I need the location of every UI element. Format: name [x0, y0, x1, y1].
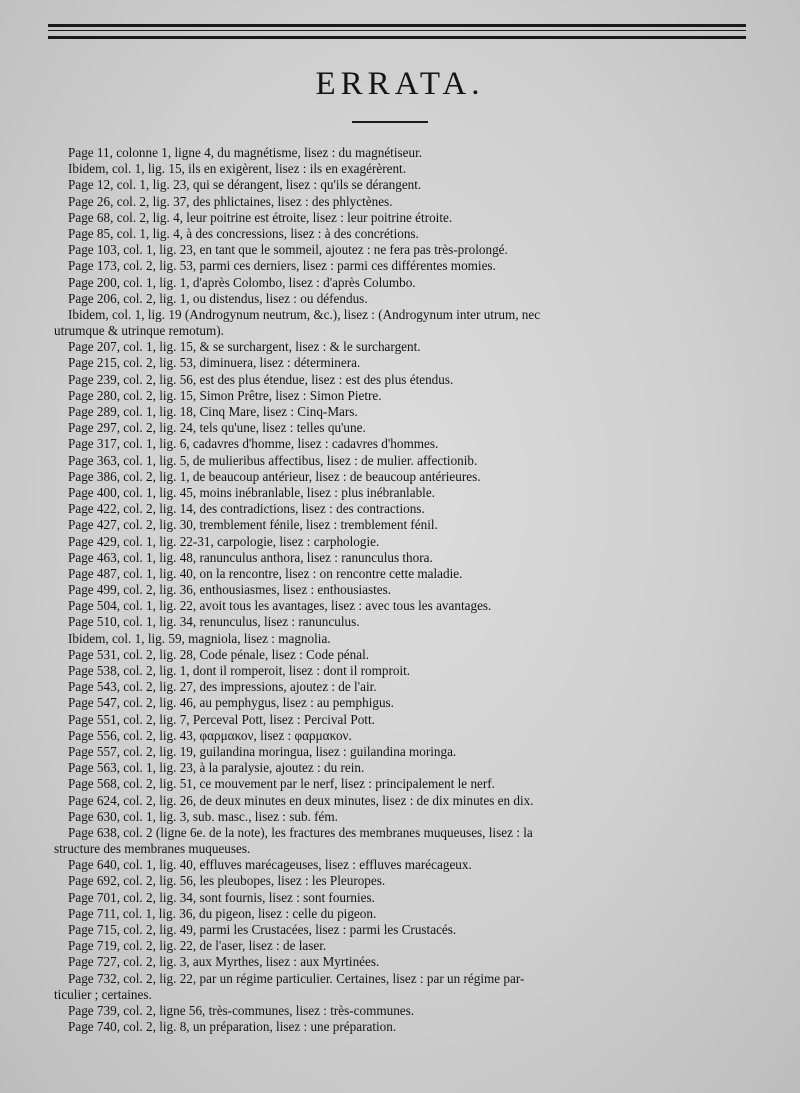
errata-entry: Page 317, col. 1, lig. 6, cadavres d'homme, lisez : cadavres d'hommes. [68, 436, 439, 452]
errata-entry: Page 200, col. 1, lig. 1, d'après Colombo, lisez : d'après Columbo. [68, 274, 416, 290]
errata-entry: Page 692, col. 2, lig. 56, les pleubopes, lisez : les Pleuropes. [68, 873, 386, 889]
errata-entry: Page 103, col. 1, lig. 23, en tant que le sommeil, ajoutez : ne fera pas très-prolongé. [68, 242, 508, 258]
errata-entry: Page 563, col. 1, lig. 23, à la paralysie, ajoutez : du rein. [68, 760, 365, 776]
errata-entry: Page 568, col. 2, lig. 51, ce mouvement par le nerf, lisez : principalement le nerf. [68, 776, 495, 792]
errata-entry: Page 206, col. 2, lig. 1, ou distendus, lisez : ou défendus. [68, 290, 368, 306]
errata-entry: Page 701, col. 2, lig. 34, sont fournis, lisez : sont fournies. [68, 889, 375, 905]
errata-entry: utrumque & utrinque remotum). [54, 323, 224, 339]
errata-entry: Page 487, col. 1, lig. 40, on la rencontre, lisez : on rencontre cette maladie. [68, 565, 463, 581]
errata-entry: Page 510, col. 1, lig. 34, renunculus, lisez : ranunculus. [68, 614, 360, 630]
errata-entry: Page 727, col. 2, lig. 3, aux Myrthes, lisez : aux Myrtinées. [68, 954, 380, 970]
errata-entry: Ibidem, col. 1, lig. 59, magniola, lisez : magnolia. [68, 630, 331, 646]
errata-entry: Page 638, col. 2 (ligne 6e. de la note), les fractures des membranes muqueuses, lisez : la [68, 824, 533, 840]
errata-entry: Page 11, colonne 1, ligne 4, du magnétisme, lisez : du magnétiseur. [68, 145, 423, 160]
errata-entry: Page 239, col. 2, lig. 56, est des plus étendue, lisez : est des plus étendus. [68, 371, 454, 387]
errata-entry: Page 538, col. 2, lig. 1, dont il romperoit, lisez : dont il romproit. [68, 663, 411, 678]
errata-entry: Page 386, col. 2, lig. 1, de beaucoup antérieur, lisez : de beaucoup antérieures. [68, 468, 481, 484]
errata-entry: Page 504, col. 1, lig. 22, avoit tous les avantages, lisez : avec tous les avantages. [68, 598, 492, 614]
errata-entry: Page 12, col. 1, lig. 23, qui se dérangent, lisez : qu'ils se dérangent. [68, 177, 422, 193]
top-thin-rule [48, 30, 746, 31]
errata-entry: Page 499, col. 2, lig. 36, enthousiasmes, lisez : enthousiastes. [68, 582, 392, 598]
errata-entry: Page 556, col. 2, lig. 43, φαρμακον, lisez : φαρμακον. [68, 727, 352, 743]
errata-entry: Page 422, col. 2, lig. 14, des contradictions, lisez : des contractions. [68, 501, 425, 517]
errata-entry: Page 400, col. 1, lig. 45, moins inébranlable, lisez : plus inébranlable. [68, 484, 435, 500]
errata-entry: Page 531, col. 2, lig. 28, Code pénale, lisez : Code pénal. [68, 646, 370, 662]
errata-entry: Page 85, col. 1, lig. 4, à des concressions, lisez : à des concrétions. [68, 225, 419, 241]
errata-entry: Page 740, col. 2, lig. 8, un préparation, lisez : une préparation. [68, 1019, 397, 1035]
errata-entry: ticulier ; certaines. [54, 986, 152, 1002]
top-double-rule-lower [48, 36, 746, 39]
errata-entry: Page 715, col. 2, lig. 49, parmi les Crustacées, lisez : parmi les Crustacés. [68, 922, 457, 937]
errata-entry: Page 624, col. 2, lig. 26, de deux minutes en deux minutes, lisez : de dix minutes en dix. [68, 792, 534, 808]
errata-entry: Page 297, col. 2, lig. 24, tels qu'une, lisez : telles qu'une. [68, 420, 366, 436]
errata-entry: Page 719, col. 2, lig. 22, de l'aser, lisez : de laser. [68, 938, 327, 954]
errata-entry: Page 732, col. 2, lig. 22, par un régime particulier. Certaines, lisez : par un régime par- [68, 970, 525, 986]
errata-entry: structure des membranes muqueuses. [54, 841, 251, 857]
errata-entry: Page 551, col. 2, lig. 7, Perceval Pott, lisez : Percival Pott. [68, 711, 375, 727]
errata-entry: Page 215, col. 2, lig. 53, diminuera, lisez : déterminera. [68, 355, 361, 371]
errata-entry: Page 630, col. 1, lig. 3, sub. masc., lisez : sub. fém. [68, 808, 338, 824]
errata-entry: Page 463, col. 1, lig. 48, ranunculus anthora, lisez : ranunculus thora. [68, 549, 433, 565]
errata-entry: Page 640, col. 1, lig. 40, effluves marécageuses, lisez : effluves marécageux. [68, 857, 472, 873]
errata-entry: Page 68, col. 2, lig. 4, leur poitrine est étroite, lisez : leur poitrine étroite. [68, 209, 453, 225]
top-double-rule [48, 24, 746, 27]
errata-entry: Page 429, col. 1, lig. 22-31, carpologie, lisez : carphologie. [68, 533, 380, 549]
title-rule [352, 121, 428, 123]
errata-entry: Page 173, col. 2, lig. 53, parmi ces derniers, lisez : parmi ces différentes momies. [68, 258, 496, 274]
errata-entry: Page 207, col. 1, lig. 15, & se surchargent, lisez : & le surchargent. [68, 339, 421, 355]
errata-entry: Page 739, col. 2, ligne 56, très-communes, lisez : très-communes. [68, 1002, 415, 1018]
errata-entry: Page 427, col. 2, lig. 30, tremblement fénile, lisez : tremblement fénil. [68, 517, 438, 533]
errata-entry: Ibidem, col. 1, lig. 19 (Androgynum neutrum, &c.), lisez : (Androgynum inter utrum, nec [68, 306, 541, 322]
errata-entry: Page 289, col. 1, lig. 18, Cinq Mare, lisez : Cinq-Mars. [68, 404, 358, 419]
page-title: ERRATA. [315, 66, 485, 102]
errata-entry: Page 711, col. 1, lig. 36, du pigeon, lisez : celle du pigeon. [68, 905, 377, 921]
errata-list [0, 145, 800, 1035]
errata-entry: Page 280, col. 2, lig. 15, Simon Prêtre, lisez : Simon Pietre. [68, 387, 382, 403]
errata-entry: Page 543, col. 2, lig. 27, des impressions, ajoutez : de l'air. [68, 679, 377, 695]
errata-entry: Page 26, col. 2, lig. 37, des phlictaines, lisez : des phlyctènes. [68, 193, 393, 209]
errata-entry: Ibidem, col. 1, lig. 15, ils en exigèrent, lisez : ils en exagérèrent. [68, 161, 407, 177]
errata-entry: Page 557, col. 2, lig. 19, guilandina moringua, lisez : guilandina moringa. [68, 743, 457, 759]
errata-entry: Page 363, col. 1, lig. 5, de mulieribus affectibus, lisez : de mulier. affectionib. [68, 452, 478, 468]
errata-entry: Page 547, col. 2, lig. 46, au pemphygus, lisez : au pemphigus. [68, 695, 394, 711]
